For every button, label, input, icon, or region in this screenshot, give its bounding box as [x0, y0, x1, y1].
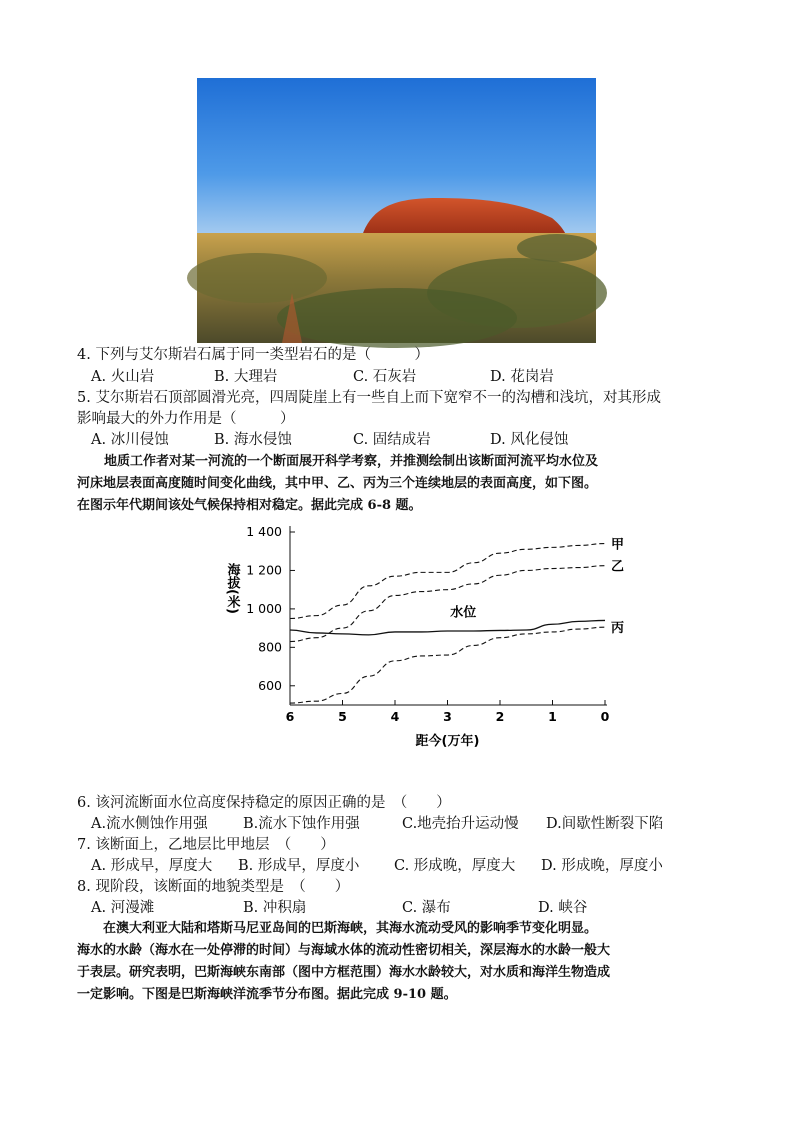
question-6-option-d: D.间歇性断裂下陷	[546, 816, 664, 832]
question-6-stem: 6. 该河流断面水位高度保持稳定的原因正确的是 （ ）	[77, 795, 451, 811]
question-4-option-a: A. 火山岩	[91, 369, 155, 385]
question-8-option-b: B. 冲积扇	[243, 900, 307, 916]
passage-2-line-1: 在澳大利亚大陆和塔斯马尼亚岛间的巴斯海峡，其海水流动受风的影响季节变化明显。	[90, 921, 598, 936]
question-5-option-b: B. 海水侵蚀	[214, 432, 292, 448]
question-4-option-d: D. 花岗岩	[490, 369, 554, 385]
passage-2-line-2: 海水的水龄（海水在一处停滞的时间）与海域水体的流动性密切相关，深层海水的水龄一般大	[77, 943, 611, 958]
question-7-stem: 7. 该断面上，乙地层比甲地层 （ ）	[77, 837, 335, 853]
question-5-option-c: C. 固结成岩	[353, 432, 431, 448]
series-line-丙	[290, 627, 605, 703]
question-7-option-b: B. 形成早，厚度小	[238, 858, 360, 874]
y-tick-label: 600	[258, 677, 282, 693]
question-7-option-d: D. 形成晚，厚度小	[541, 858, 663, 874]
y-tick-label: 1 400	[246, 524, 282, 539]
passage-1-line-2: 河床地层表面高度随时间变化曲线，其中甲、乙、丙为三个连续地层的表面高度，如下图。	[77, 476, 598, 491]
series-line-水位	[290, 620, 605, 634]
x-tick-label: 5	[338, 709, 347, 724]
series-label-乙: 乙	[611, 559, 625, 575]
question-8-option-c: C. 瀑布	[402, 900, 451, 916]
passage-2-line-4: 一定影响。下图是巴斯海峡洋流季节分布图。据此完成 9-10 题。	[77, 987, 457, 1002]
y-tick-label: 1 000	[246, 600, 282, 616]
x-tick-label: 2	[495, 709, 505, 724]
question-4-option-c: C. 石灰岩	[353, 369, 417, 385]
question-7-option-a: A. 形成早，厚度大	[91, 858, 213, 874]
question-6-option-a: A.流水侧蚀作用强	[91, 816, 208, 832]
passage-2-line-3: 于表层。研究表明，巴斯海峡东南部（图中方框范围）海水水龄较大，对水质和海洋生物造成	[77, 965, 611, 980]
passage-1-line-3: 在图示年代期间该处气候保持相对稳定。据此完成 6-8 题。	[77, 498, 422, 513]
chart-series	[290, 544, 605, 704]
passage-1-line-1: 地质工作者对某一河流的一个断面展开科学考察，并推测绘制出该断面河流平均水位及	[104, 454, 599, 469]
question-8-stem: 8. 现阶段，该断面的地貌类型是 （ ）	[77, 879, 350, 895]
question-5-option-d: D. 风化侵蚀	[490, 432, 569, 448]
y-tick-label: 1 200	[246, 562, 282, 578]
question-4-option-b: B. 大理岩	[214, 369, 278, 385]
y-axis-label: 海拔(米)	[224, 563, 240, 614]
question-5-stem: 5. 艾尔斯岩石顶部圆滑光亮，四周陡崖上有一些自上而下宽窄不一的沟槽和浅坑，对其形成	[77, 390, 661, 406]
series-line-甲	[290, 544, 605, 619]
x-tick-label: 4	[390, 709, 400, 724]
x-tick-label: 1	[548, 709, 557, 724]
series-label-水位: 水位	[450, 605, 477, 621]
series-label-丙: 丙	[611, 621, 625, 637]
question-5-option-a: A. 冰川侵蚀	[91, 432, 169, 448]
chart-labels	[225, 524, 625, 749]
question-8-option-d: D. 峡谷	[538, 900, 588, 916]
x-axis-label: 距今(万年)	[415, 734, 480, 749]
uluru-photo	[197, 78, 596, 343]
question-4-stem: 4. 下列与艾尔斯岩石属于同一类型岩石的是（ ）	[77, 347, 429, 363]
question-7-option-c: C. 形成晚，厚度大	[394, 858, 516, 874]
series-label-甲: 甲	[611, 537, 625, 553]
question-6-option-c: C.地壳抬升运动慢	[402, 816, 519, 832]
y-tick-label: 800	[258, 639, 282, 655]
question-6-option-b: B.流水下蚀作用强	[243, 816, 360, 832]
x-tick-label: 3	[443, 709, 452, 724]
chart-axes	[290, 526, 607, 705]
question-8-option-a: A. 河漫滩	[91, 900, 155, 916]
x-tick-label: 0	[600, 709, 610, 724]
elevation-chart	[220, 518, 625, 753]
x-tick-label: 6	[285, 709, 295, 724]
series-line-乙	[290, 566, 605, 642]
question-5-stem-continued: 影响最大的外力作用是（ ）	[77, 411, 295, 427]
